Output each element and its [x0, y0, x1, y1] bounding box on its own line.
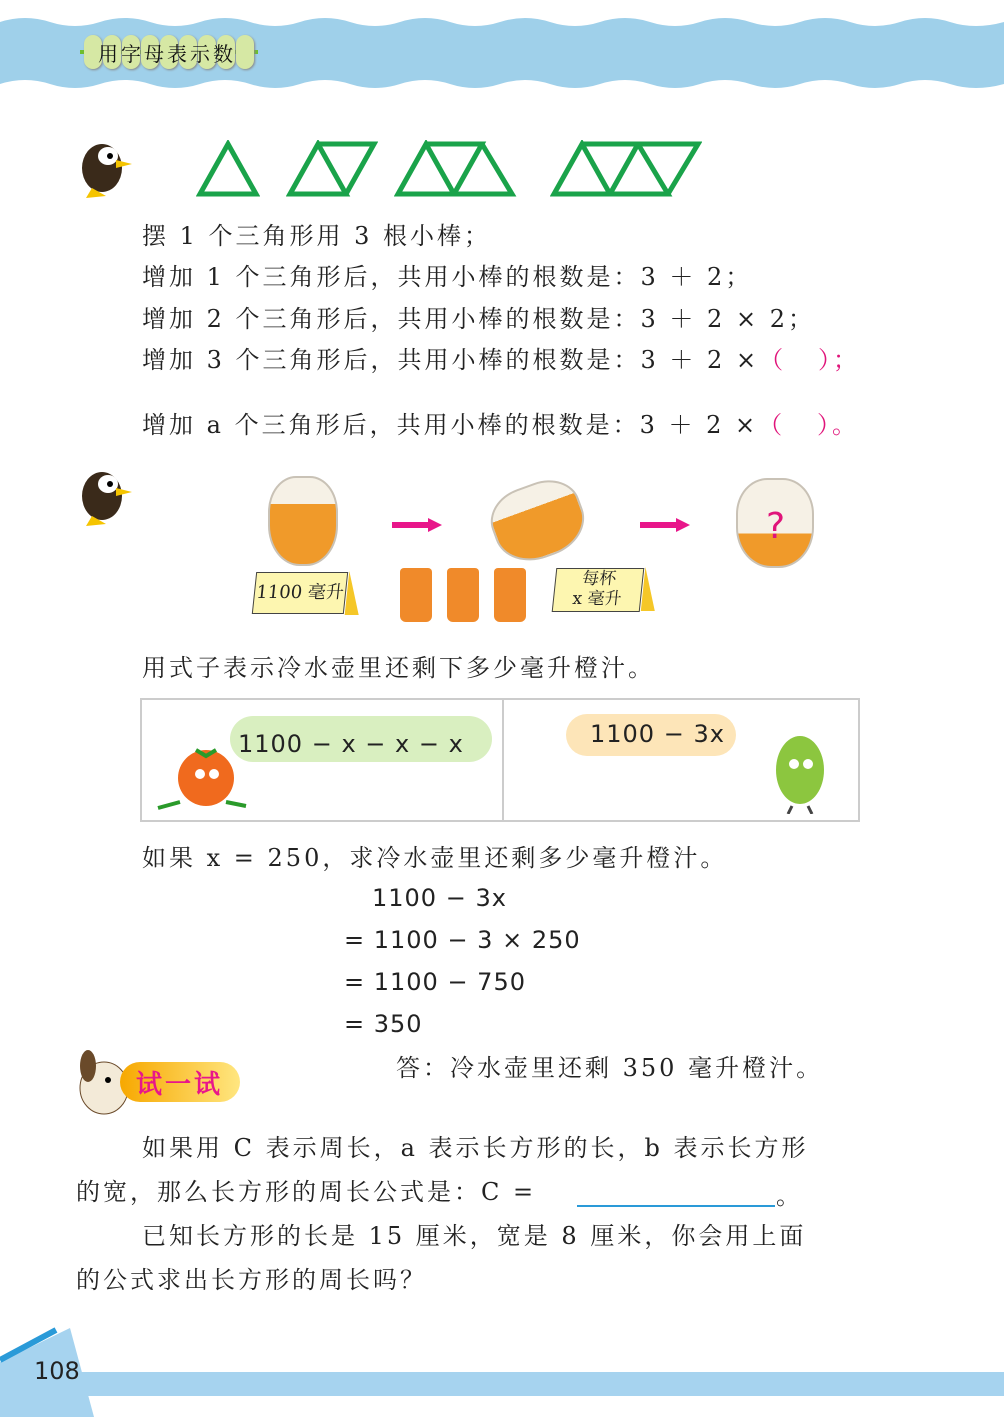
line-4: 增加 3 个三角形后，共用小棒的根数是：3 ＋ 2 ×（ ）；: [142, 346, 860, 374]
try-label: 试一试: [136, 1070, 224, 1100]
try-line-3: 已知长方形的长是 15 厘米，宽是 8 厘米，你会用上面: [142, 1222, 807, 1250]
line-3: 增加 2 个三角形后，共用小棒的根数是：3 ＋ 2 × 2；: [142, 305, 815, 333]
juice-prompt: 用式子表示冷水壶里还剩下多少毫升橙汁。: [142, 654, 655, 682]
glass-image: [494, 568, 526, 622]
step-3: = 1100 − 750: [344, 968, 526, 996]
expr-right: 1100 − 3x: [590, 720, 725, 748]
card-1100ml: 1100 毫升: [252, 572, 348, 614]
tomato-mascot-icon: [150, 742, 250, 814]
triangle-3-icon: [394, 140, 518, 198]
methods-box: [140, 698, 860, 822]
bird-mascot-icon: [76, 464, 132, 528]
step-1: 1100 − 3x: [372, 884, 507, 912]
try-line-1: 如果用 C 表示周长，a 表示长方形的长，b 表示长方形: [142, 1134, 809, 1162]
pepper-mascot-icon: [766, 726, 832, 814]
triangle-4-icon: [550, 140, 702, 198]
line-1: 摆 1 个三角形用 3 根小棒；: [142, 222, 492, 250]
try-line-4: 的公式求出长方形的周长吗？: [76, 1266, 427, 1294]
expr-left: 1100 − x − x − x: [238, 730, 464, 758]
full-jug-image: [268, 476, 338, 566]
arrow-right-icon: [392, 518, 442, 532]
answer-text: 答：冷水壶里还剩 350 毫升橙汁。: [396, 1054, 824, 1082]
given-text: 如果 x = 250，求冷水壶里还剩多少毫升橙汁。: [142, 844, 728, 872]
bird-mascot-icon: [76, 136, 132, 200]
pouring-jug-image: [482, 470, 594, 571]
try-line-2-end: 。: [776, 1182, 803, 1210]
card-per-cup: 每杯 x 毫升: [552, 568, 645, 612]
step-2: = 1100 − 3 × 250: [344, 926, 581, 954]
try-line-2: 的宽，那么长方形的周长公式是：C =: [76, 1178, 537, 1206]
line-5: 增加 a 个三角形后，共用小棒的根数是：3 ＋ 2 ×（ ）。: [142, 411, 859, 439]
question-mark: ?: [766, 506, 786, 547]
page-number: 108: [34, 1357, 80, 1385]
footer-band: [0, 1372, 1004, 1396]
arrow-right-icon: [640, 518, 690, 532]
chapter-title-text: 用字母表示数: [98, 42, 236, 66]
glass-image: [447, 568, 479, 622]
triangle-1-icon: [196, 140, 260, 198]
triangle-2-icon: [286, 140, 378, 198]
glass-image: [400, 568, 432, 622]
line-2: 增加 1 个三角形后，共用小棒的根数是：3 ＋ 2；: [142, 263, 753, 291]
chapter-title: [80, 34, 258, 70]
formula-answer-blank[interactable]: [577, 1205, 775, 1207]
step-4: = 350: [344, 1010, 423, 1038]
